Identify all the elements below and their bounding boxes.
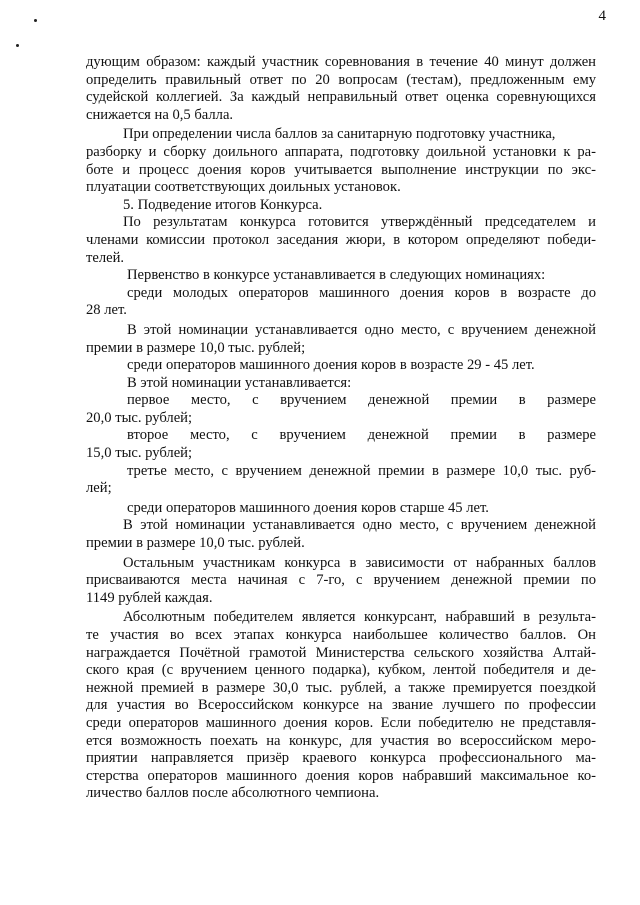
text-line: Первенство в конкурсе устанавливается в следующих номинациях: (127, 267, 546, 284)
scan-speck (34, 19, 37, 22)
paragraph (86, 267, 596, 285)
text-line: снижается на 0,5 балла. (86, 106, 234, 123)
text-line: нежной премией в размере 30,0 тыс. рублей, а также премируется поездкой (86, 679, 596, 696)
paragraph (86, 54, 596, 124)
text-line: личество баллов после абсолютного чемпиона. (86, 785, 380, 802)
text-line: плуатации соответствующих доильных установок. (86, 179, 401, 196)
paragraph (86, 392, 596, 427)
text-line: среди операторов машинного доения коров старше 45 лет. (127, 499, 489, 516)
text-line: Остальным участникам конкурса в зависимости от набранных баллов (123, 554, 596, 571)
text-line: первое место, с вручением денежной премии в размере (127, 392, 596, 409)
scan-speck (16, 44, 19, 47)
paragraph (86, 498, 596, 518)
text-line: определить правильный ответ по 20 вопросам (тестам), предложенным ему (86, 71, 596, 88)
paragraph (86, 607, 596, 803)
paragraph (86, 357, 596, 375)
text-line: приятии направляется призёр краевого конкурса профессионального ма- (86, 750, 596, 767)
text-line: среди операторов машинного доения коров в возрасте 29 - 45 лет. (127, 357, 535, 374)
text-line: Абсолютным победителем является конкурсант, набравший в результа- (123, 609, 596, 626)
paragraph (86, 463, 596, 498)
paragraph (86, 427, 596, 462)
text-line: По результатам конкурса готовится утверждённый председателем и (123, 214, 596, 231)
text-line: ется возможность поехать на конкурс, для участия во всероссийском меро- (86, 732, 596, 749)
text-line: второе место, с вручением денежной премии в размере (127, 427, 596, 444)
page-number: 4 (598, 8, 606, 24)
text-line: телей. (86, 249, 125, 266)
text-line: премии в размере 10,0 тыс. рублей. (86, 535, 305, 552)
text-line: В этой номинации устанавливается одно место, с вручением денежной (123, 517, 596, 534)
text-line: При определении числа баллов за санитарную подготовку участника, (123, 126, 556, 143)
paragraph (86, 285, 596, 320)
paragraph (86, 553, 596, 608)
text-line: третье место, с вручением денежной премии в размере 10,0 тыс. руб- (127, 462, 596, 479)
text-line: стерства операторов машинного доения коров набравший максимальное ко- (86, 767, 596, 784)
section-heading (86, 197, 596, 215)
text-line: для участия во Всероссийском конкурсе на звание лучшего по профессии (86, 697, 596, 714)
paragraph (86, 375, 596, 393)
text-line: В этой номинации устанавливается одно место, с вручением денежной (127, 321, 596, 338)
text-line: 28 лет. (86, 302, 127, 319)
text-line: В этой номинации устанавливается: (127, 374, 352, 391)
paragraph (86, 214, 596, 267)
text-line: 5. Подведение итогов Конкурса. (123, 196, 323, 213)
text-line: дующим образом: каждый участник соревнования в течение 40 минут должен (86, 54, 596, 70)
text-line: 15,0 тыс. рублей; (86, 445, 193, 462)
paragraph (86, 517, 596, 552)
text-line: 20,0 тыс. рублей; (86, 409, 193, 426)
text-line: награждается Почётной грамотой Министерства сельского хозяйства Алтай- (86, 644, 596, 661)
text-line: судейской коллегией. За каждый неправильный ответ оценка соревнующихся (86, 89, 596, 106)
text-line: среди молодых операторов машинного доения коров в возрасте до (127, 284, 596, 301)
text-line: присваиваются места начиная с 7-го, с вручением денежной премии по (86, 572, 596, 589)
text-line: премии в размере 10,0 тыс. рублей; (86, 339, 306, 356)
text-line: 1149 рублей каждая. (86, 589, 213, 606)
text-line: ского края (с вручением ценного подарка), кубком, лентой победителя и де- (86, 662, 596, 679)
text-line: боте и процесс доения коров учитывается выполнение инструкции по экс- (86, 161, 596, 178)
document-body (86, 54, 596, 803)
text-line: те участия во всех этапах конкурса наибольшее количество баллов. Он (86, 627, 596, 643)
text-line: разборку и сборку доильного аппарата, подготовку доильной установки к ра- (86, 143, 596, 160)
text-line: среди операторов машинного доения коров. Если победителю не представля- (86, 714, 596, 731)
text-line: лей; (86, 480, 112, 497)
text-line: членами комиссии протокол заседания жюри, в котором определяют победи- (86, 231, 596, 248)
paragraph (86, 320, 596, 357)
paragraph (86, 124, 596, 196)
